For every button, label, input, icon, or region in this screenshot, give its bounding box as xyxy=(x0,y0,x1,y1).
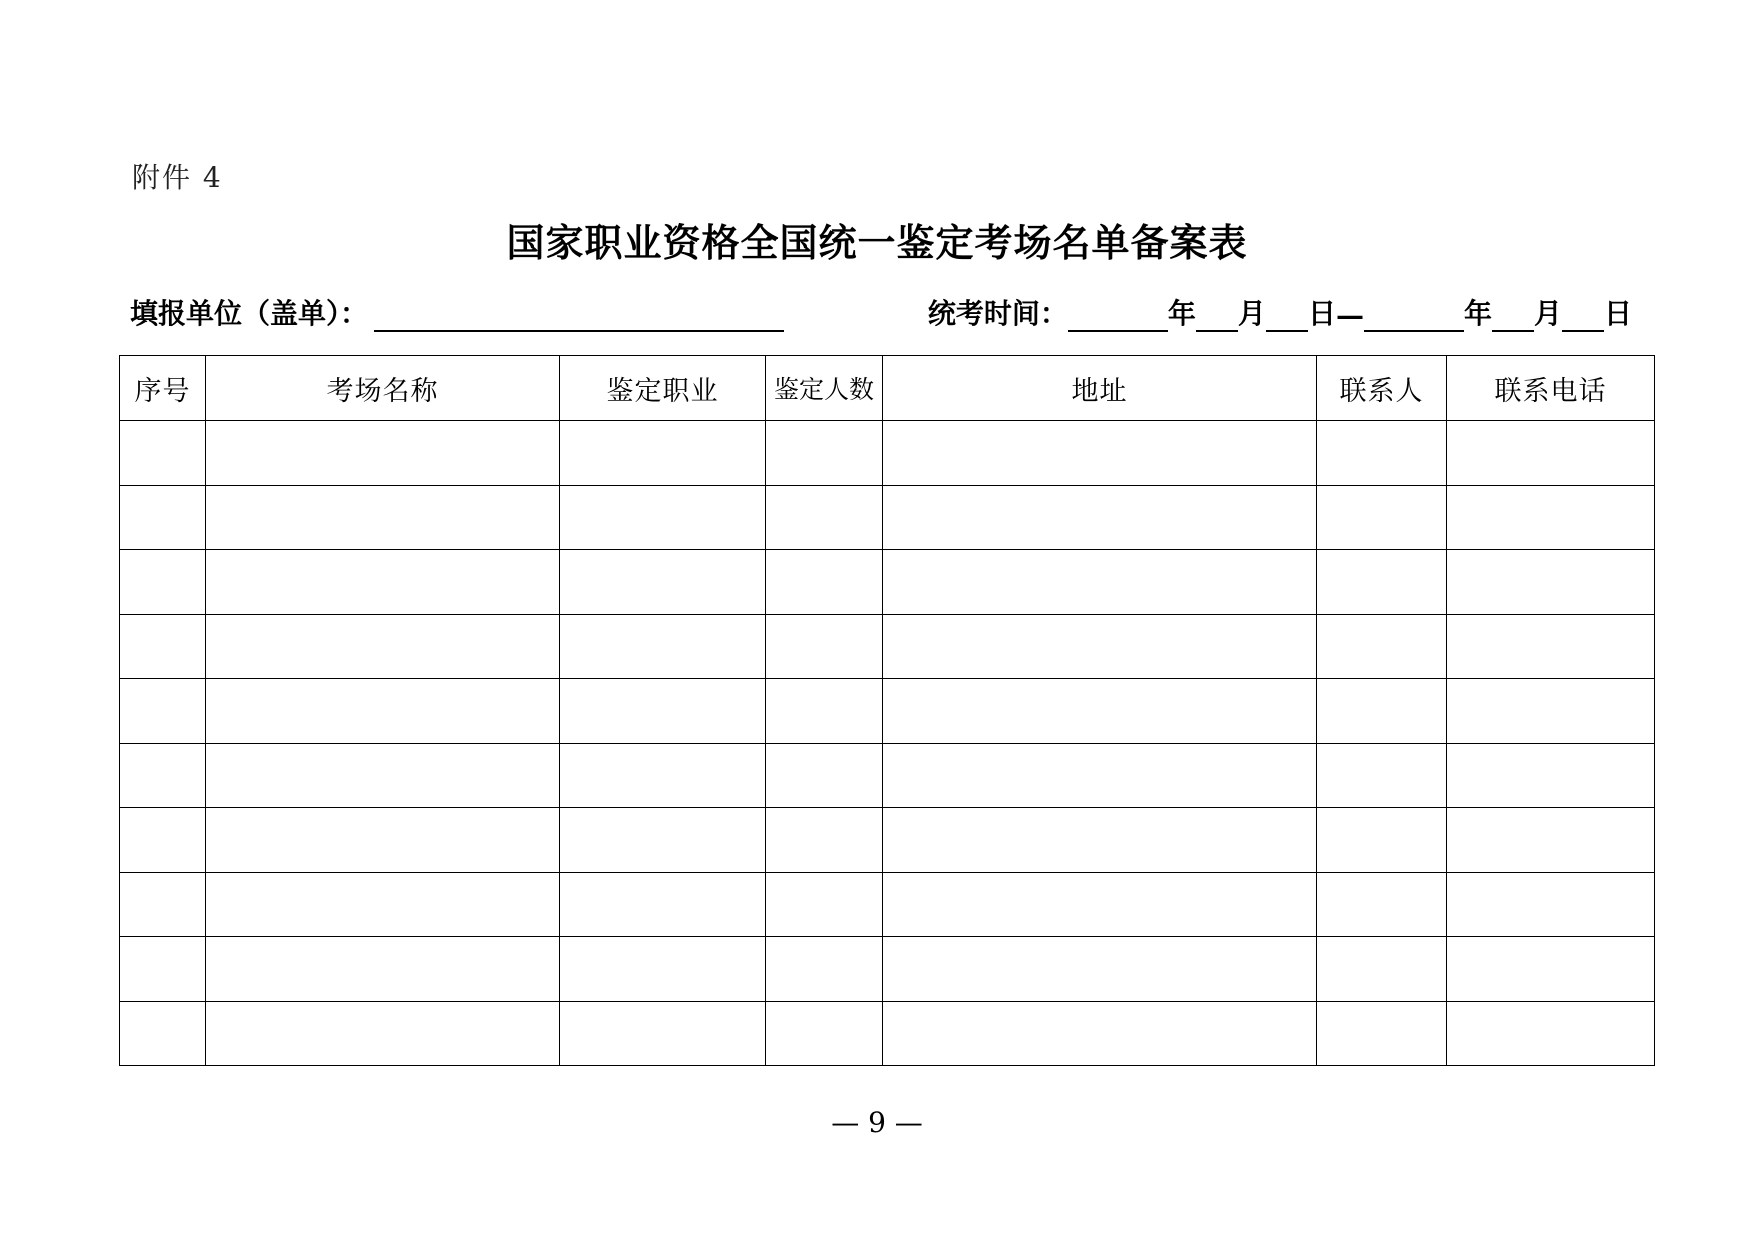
table-cell[interactable] xyxy=(120,614,206,679)
table-cell[interactable] xyxy=(560,614,766,679)
table-cell[interactable] xyxy=(560,679,766,744)
table-cell[interactable] xyxy=(560,808,766,873)
table-row xyxy=(120,485,1655,550)
table-cell[interactable] xyxy=(206,614,560,679)
end-day-blank[interactable] xyxy=(1562,296,1604,332)
start-day-unit: 日 xyxy=(1307,297,1336,330)
table-cell[interactable] xyxy=(883,937,1317,1002)
header-venue-name: 考场名称 xyxy=(206,356,560,421)
start-month-unit: 月 xyxy=(1237,297,1266,330)
start-year-blank[interactable] xyxy=(1068,296,1168,332)
table-cell[interactable] xyxy=(120,743,206,808)
table-cell[interactable] xyxy=(206,808,560,873)
table-cell[interactable] xyxy=(766,679,883,744)
table-cell[interactable] xyxy=(1447,614,1655,679)
form-title: 国家职业资格全国统一鉴定考场名单备案表 xyxy=(506,220,1248,265)
header-candidate-count: 鉴定人数 xyxy=(766,356,883,421)
table-cell[interactable] xyxy=(560,550,766,615)
header-contact-phone: 联系电话 xyxy=(1447,356,1655,421)
end-year-blank[interactable] xyxy=(1364,296,1464,332)
table-cell[interactable] xyxy=(766,485,883,550)
table-cell[interactable] xyxy=(560,421,766,486)
table-cell[interactable] xyxy=(560,485,766,550)
attachment-label: 附件 4 xyxy=(132,161,223,194)
table-cell[interactable] xyxy=(766,1001,883,1066)
exam-time-field-group xyxy=(928,292,1632,332)
table-cell[interactable] xyxy=(1447,421,1655,486)
table-cell[interactable] xyxy=(883,421,1317,486)
table-cell[interactable] xyxy=(766,743,883,808)
table-row xyxy=(120,937,1655,1002)
start-day-blank[interactable] xyxy=(1266,296,1308,332)
table-cell[interactable] xyxy=(1317,614,1447,679)
table-cell[interactable] xyxy=(766,872,883,937)
table-cell[interactable] xyxy=(120,937,206,1002)
table-cell[interactable] xyxy=(1317,421,1447,486)
table-cell[interactable] xyxy=(1317,550,1447,615)
table-cell[interactable] xyxy=(1317,872,1447,937)
table-cell[interactable] xyxy=(883,743,1317,808)
table-cell[interactable] xyxy=(1447,872,1655,937)
table-cell[interactable] xyxy=(1317,743,1447,808)
table-cell[interactable] xyxy=(766,937,883,1002)
table-row xyxy=(120,808,1655,873)
table-cell[interactable] xyxy=(883,872,1317,937)
table-cell[interactable] xyxy=(560,872,766,937)
table-cell[interactable] xyxy=(766,421,883,486)
table-cell[interactable] xyxy=(560,743,766,808)
table-cell[interactable] xyxy=(560,937,766,1002)
header-address: 地址 xyxy=(883,356,1317,421)
table-cell[interactable] xyxy=(883,485,1317,550)
table-cell[interactable] xyxy=(1447,937,1655,1002)
start-year-unit: 年 xyxy=(1167,297,1196,330)
header-row xyxy=(120,356,1655,421)
table-cell[interactable] xyxy=(206,937,560,1002)
table-cell[interactable] xyxy=(120,421,206,486)
range-separator: — xyxy=(1335,299,1364,332)
table-cell[interactable] xyxy=(120,872,206,937)
table-cell[interactable] xyxy=(766,808,883,873)
table-row xyxy=(120,872,1655,937)
table-cell[interactable] xyxy=(766,614,883,679)
table-cell[interactable] xyxy=(1317,808,1447,873)
exam-venue-table xyxy=(119,355,1655,1066)
header-serial-no: 序号 xyxy=(120,356,206,421)
table-cell[interactable] xyxy=(206,872,560,937)
table-cell[interactable] xyxy=(206,485,560,550)
table-cell[interactable] xyxy=(560,1001,766,1066)
table-cell[interactable] xyxy=(766,550,883,615)
unit-field-group xyxy=(130,292,784,332)
table-cell[interactable] xyxy=(1317,679,1447,744)
end-month-blank[interactable] xyxy=(1492,296,1534,332)
table-cell[interactable] xyxy=(206,679,560,744)
table-cell[interactable] xyxy=(883,550,1317,615)
table-cell[interactable] xyxy=(1447,679,1655,744)
table-row xyxy=(120,743,1655,808)
table-cell[interactable] xyxy=(1447,743,1655,808)
table-cell[interactable] xyxy=(120,679,206,744)
table-cell[interactable] xyxy=(883,614,1317,679)
table-body xyxy=(120,421,1655,1066)
table-cell[interactable] xyxy=(883,679,1317,744)
start-month-blank[interactable] xyxy=(1196,296,1238,332)
table-cell[interactable] xyxy=(1317,485,1447,550)
unit-label: 填报单位（盖单）： xyxy=(130,297,369,330)
table-row xyxy=(120,550,1655,615)
table-cell[interactable] xyxy=(1447,1001,1655,1066)
header-occupation: 鉴定职业 xyxy=(560,356,766,421)
table-cell[interactable] xyxy=(206,1001,560,1066)
table-cell[interactable] xyxy=(206,421,560,486)
table-cell[interactable] xyxy=(883,1001,1317,1066)
table-row xyxy=(120,421,1655,486)
table-cell[interactable] xyxy=(1447,550,1655,615)
table-cell[interactable] xyxy=(1447,485,1655,550)
table-cell[interactable] xyxy=(1317,1001,1447,1066)
table-row xyxy=(120,1001,1655,1066)
end-month-unit: 月 xyxy=(1533,297,1562,330)
header-contact-person: 联系人 xyxy=(1317,356,1447,421)
table-row xyxy=(120,614,1655,679)
table-cell[interactable] xyxy=(883,808,1317,873)
table-cell[interactable] xyxy=(206,743,560,808)
table-row xyxy=(120,679,1655,744)
table-cell[interactable] xyxy=(206,550,560,615)
unit-blank[interactable] xyxy=(374,296,784,332)
table-cell[interactable] xyxy=(120,808,206,873)
table-cell[interactable] xyxy=(120,550,206,615)
table-cell[interactable] xyxy=(120,1001,206,1066)
table-cell[interactable] xyxy=(1317,937,1447,1002)
exam-time-label: 统考时间： xyxy=(927,297,1068,330)
end-day-unit: 日 xyxy=(1603,297,1632,330)
end-year-unit: 年 xyxy=(1463,297,1492,330)
page-number: — 9 — xyxy=(831,1106,923,1139)
fill-in-row xyxy=(130,292,1632,338)
table-cell[interactable] xyxy=(1447,808,1655,873)
table-cell[interactable] xyxy=(120,485,206,550)
